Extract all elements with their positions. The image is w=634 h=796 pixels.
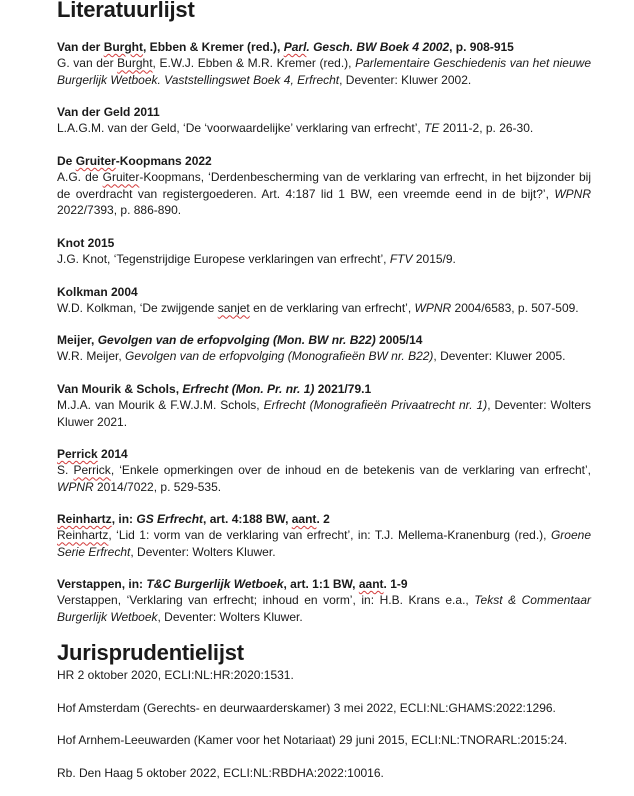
entry-title: Meijer, Gevolgen van de erfopvolging (Mon. BW nr. B22) 2005/14 bbox=[57, 333, 423, 347]
entry-title: Perrick 2014 bbox=[57, 447, 128, 461]
jurisprudence-item: Rb. Den Haag 5 oktober 2022, ECLI:NL:RBDHA:2022:10016. bbox=[57, 766, 384, 780]
entry-title: Van der Geld 2011 bbox=[57, 105, 160, 119]
literature-heading: Literatuurlijst bbox=[57, 0, 195, 22]
literature-entry bbox=[57, 235, 591, 268]
entry-title: Knot 2015 bbox=[57, 236, 115, 250]
jurisprudence-heading: Jurisprudentielijst bbox=[57, 640, 244, 665]
entry-title: De Gruiter-Koopmans 2022 bbox=[57, 154, 212, 168]
jurisprudence-item: HR 2 oktober 2020, ECLI:NL:HR:2020:1531. bbox=[57, 668, 294, 682]
entry-body: W.R. Meijer, Gevolgen van de erfopvolging (Monografieën BW nr. B22), Deventer: Kluwer 2005. bbox=[57, 349, 566, 364]
literature-entry bbox=[57, 39, 591, 88]
entry-body: G. van der Burght, E.W.J. Ebben & M.R. Kremer (red.), Parlementaire Geschiedenis van het nieuwe Burgerlijk Wetboek. Vaststellingswet Boek 4, Erfrecht, Deventer: Kluwer 2002. bbox=[57, 56, 591, 87]
literature-entry bbox=[57, 511, 591, 560]
entry-title: Verstappen, in: T&C Burgerlijk Wetboek, art. 1:1 BW, aant. 1-9 bbox=[57, 577, 408, 591]
literature-entry bbox=[57, 332, 591, 365]
entry-body: Verstappen, ‘Verklaring van erfrecht; inhoud en vorm’, in: H.B. Krans e.a., Tekst & Commentaar Burgerlijk Wetboek, Deventer: Wolters Kluwer. bbox=[57, 593, 592, 624]
literature-entry bbox=[57, 381, 591, 430]
entry-body: W.D. Kolkman, ‘De zwijgende sanjet en de verklaring van erfrecht’, WPNR 2004/6583, p. 507-509. bbox=[57, 301, 579, 316]
literature-entry bbox=[57, 576, 591, 625]
entry-body: Reinhartz, ‘Lid 1: vorm van de verklaring van erfrecht’, in: T.J. Mellema-Kranenburg (red.), Groene Serie Erfrecht, Deventer: Wolters Kluwer. bbox=[57, 528, 591, 559]
jurisprudence-item: Hof Arnhem-Leeuwarden (Kamer voor het Notariaat) 29 juni 2015, ECLI:NL:TNORARL:2015:24. bbox=[57, 733, 568, 747]
entry-title: Reinhartz, in: GS Erfrecht, art. 4:188 BW, aant. 2 bbox=[57, 512, 330, 526]
jurisprudence-item: Hof Amsterdam (Gerechts- en deurwaarderskamer) 3 mei 2022, ECLI:NL:GHAMS:2022:1296. bbox=[57, 701, 556, 715]
entry-body: S. Perrick, ‘Enkele opmerkingen over de inhoud en de betekenis van de verklaring van erfrecht’, WPNR 2014/7022, p. 529-535. bbox=[57, 463, 591, 494]
entry-title: Van der Burght, Ebben & Kremer (red.), Parl. Gesch. BW Boek 4 2002, p. 908-915 bbox=[57, 40, 514, 54]
entry-title: Kolkman 2004 bbox=[57, 285, 138, 299]
entry-body: M.J.A. van Mourik & F.W.J.M. Schols, Erfrecht (Monografieën Privaatrecht nr. 1), Deventer: Wolters Kluwer 2021. bbox=[57, 398, 592, 429]
literature-entry bbox=[57, 446, 591, 495]
entry-body: A.G. de Gruiter-Koopmans, ‘Derdenbescherming van de verklaring van erfrecht, in het bijzonder bij de overdracht van registergoederen. Art. 4:187 lid 1 BW, een vreemde eend in de bijt?’, WPNR 2022/7393, p. 886-890. bbox=[57, 170, 591, 217]
literature-entry bbox=[57, 284, 591, 317]
literature-entry bbox=[57, 104, 591, 137]
literature-entry bbox=[57, 153, 591, 218]
entry-body: J.G. Knot, ‘Tegenstrijdige Europese verklaringen van erfrecht’, FTV 2015/9. bbox=[57, 252, 456, 267]
entry-body: L.A.G.M. van der Geld, ‘De ‘voorwaardelijke’ verklaring van erfrecht’, TE 2011-2, p. 26-30. bbox=[57, 121, 534, 136]
entry-title: Van Mourik & Schols, Erfrecht (Mon. Pr. nr. 1) 2021/79.1 bbox=[57, 382, 372, 396]
